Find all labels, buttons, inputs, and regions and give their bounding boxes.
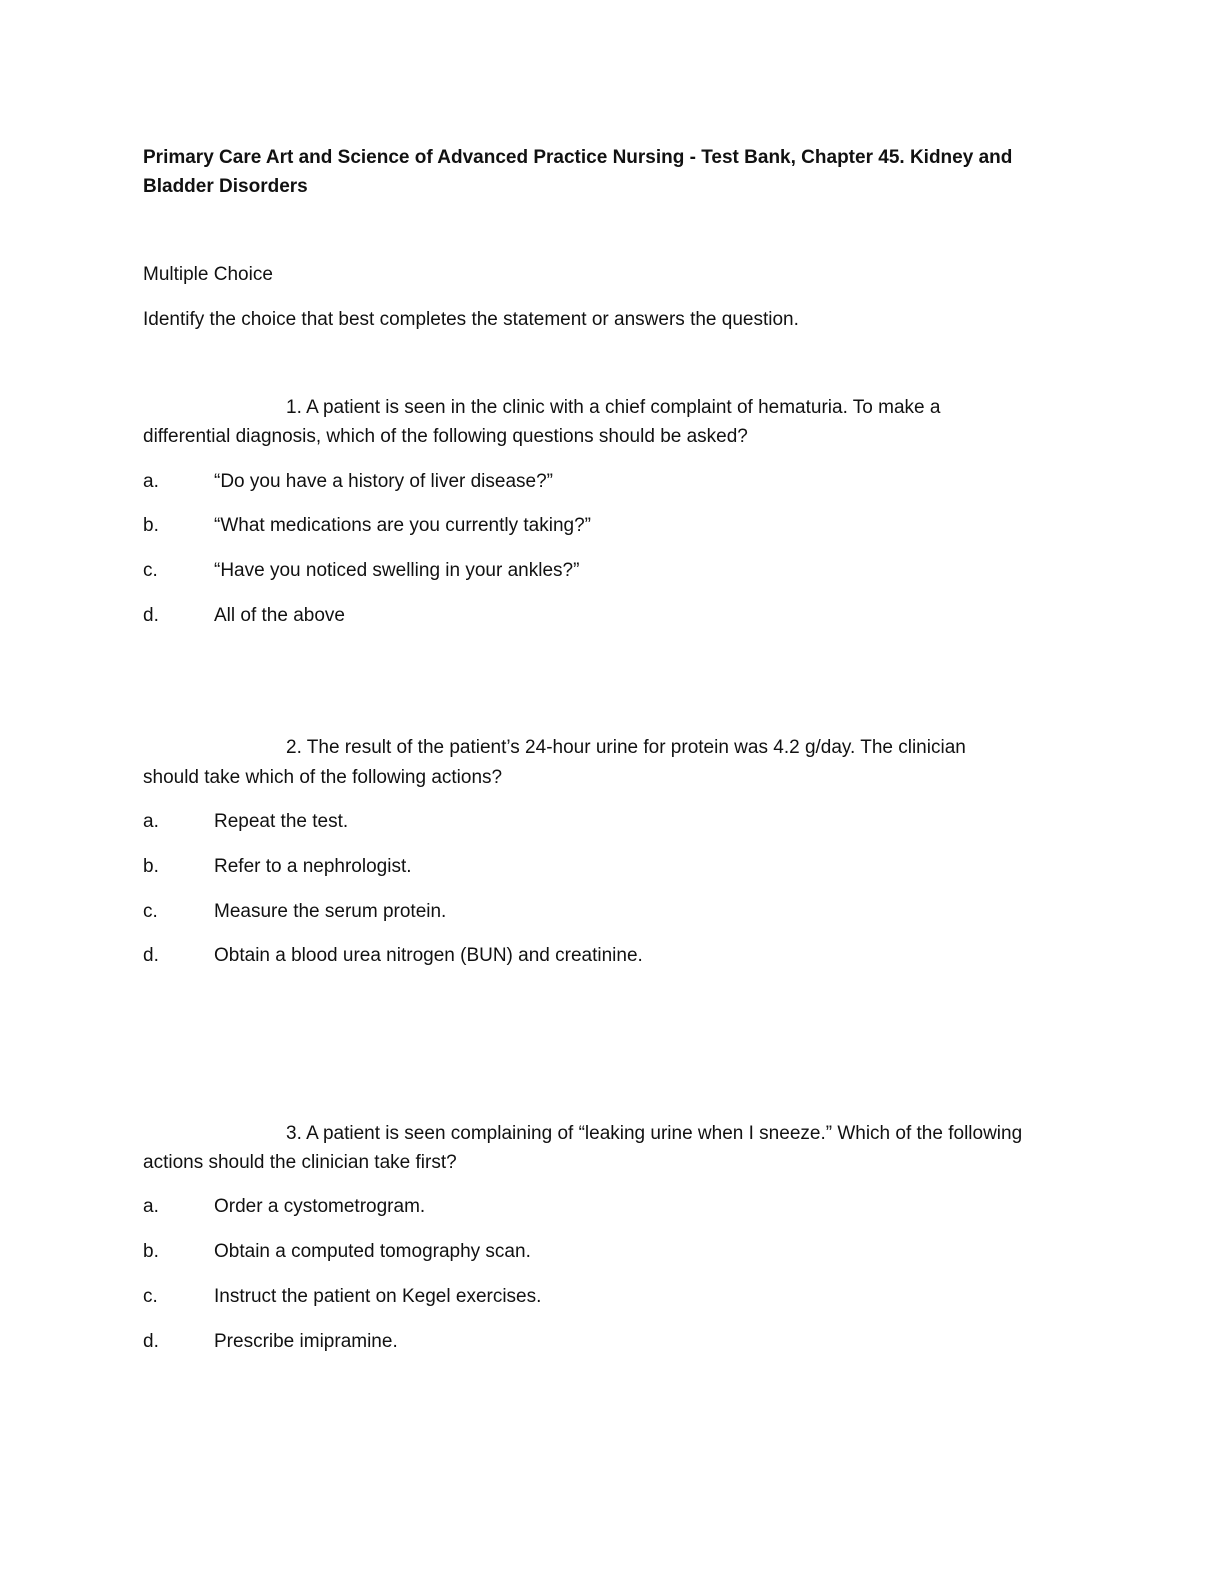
option-letter: a. (143, 471, 159, 492)
option-letter: d. (143, 945, 159, 966)
question-stem-line-1: 3. A patient is seen complaining of “leaking urine when I sneeze.” Which of the following (286, 1123, 1023, 1144)
option-letter: b. (143, 1241, 159, 1262)
option-letter: d. (143, 605, 159, 626)
option-letter: a. (143, 811, 159, 832)
option-text: “What medications are you currently taking?” (214, 515, 591, 536)
option-text: Obtain a computed tomography scan. (214, 1241, 531, 1262)
option-letter: c. (143, 901, 158, 922)
question-stem-line-2: differential diagnosis, which of the following questions should be asked? (143, 426, 748, 447)
instructions: Identify the choice that best completes the statement or answers the question. (143, 309, 799, 330)
option-letter: c. (143, 1286, 158, 1307)
option-letter: c. (143, 560, 158, 581)
option-text: All of the above (214, 605, 345, 626)
option-text: Repeat the test. (214, 811, 349, 832)
option-letter: a. (143, 1196, 159, 1217)
document-title-line-2: Bladder Disorders (143, 176, 308, 197)
option-text: Instruct the patient on Kegel exercises. (214, 1286, 542, 1307)
question-stem-line-1: 2. The result of the patient’s 24-hour urine for protein was 4.2 g/day. The clinician (286, 737, 966, 758)
option-text: Prescribe imipramine. (214, 1331, 398, 1352)
section-heading: Multiple Choice (143, 264, 273, 285)
option-letter: d. (143, 1331, 159, 1352)
option-text: “Do you have a history of liver disease?” (214, 471, 553, 492)
option-text: “Have you noticed swelling in your ankles?” (214, 560, 580, 581)
option-text: Refer to a nephrologist. (214, 856, 412, 877)
question-stem-line-1: 1. A patient is seen in the clinic with a chief complaint of hematuria. To make a (286, 397, 941, 418)
question-stem-line-2: actions should the clinician take first? (143, 1152, 457, 1173)
option-letter: b. (143, 856, 159, 877)
document-title-line-1: Primary Care Art and Science of Advanced Practice Nursing - Test Bank, Chapter 45. Kidney and (143, 147, 1013, 168)
option-letter: b. (143, 515, 159, 536)
question-stem-line-2: should take which of the following actions? (143, 767, 503, 788)
option-text: Obtain a blood urea nitrogen (BUN) and creatinine. (214, 945, 643, 966)
option-text: Order a cystometrogram. (214, 1196, 426, 1217)
option-text: Measure the serum protein. (214, 901, 447, 922)
